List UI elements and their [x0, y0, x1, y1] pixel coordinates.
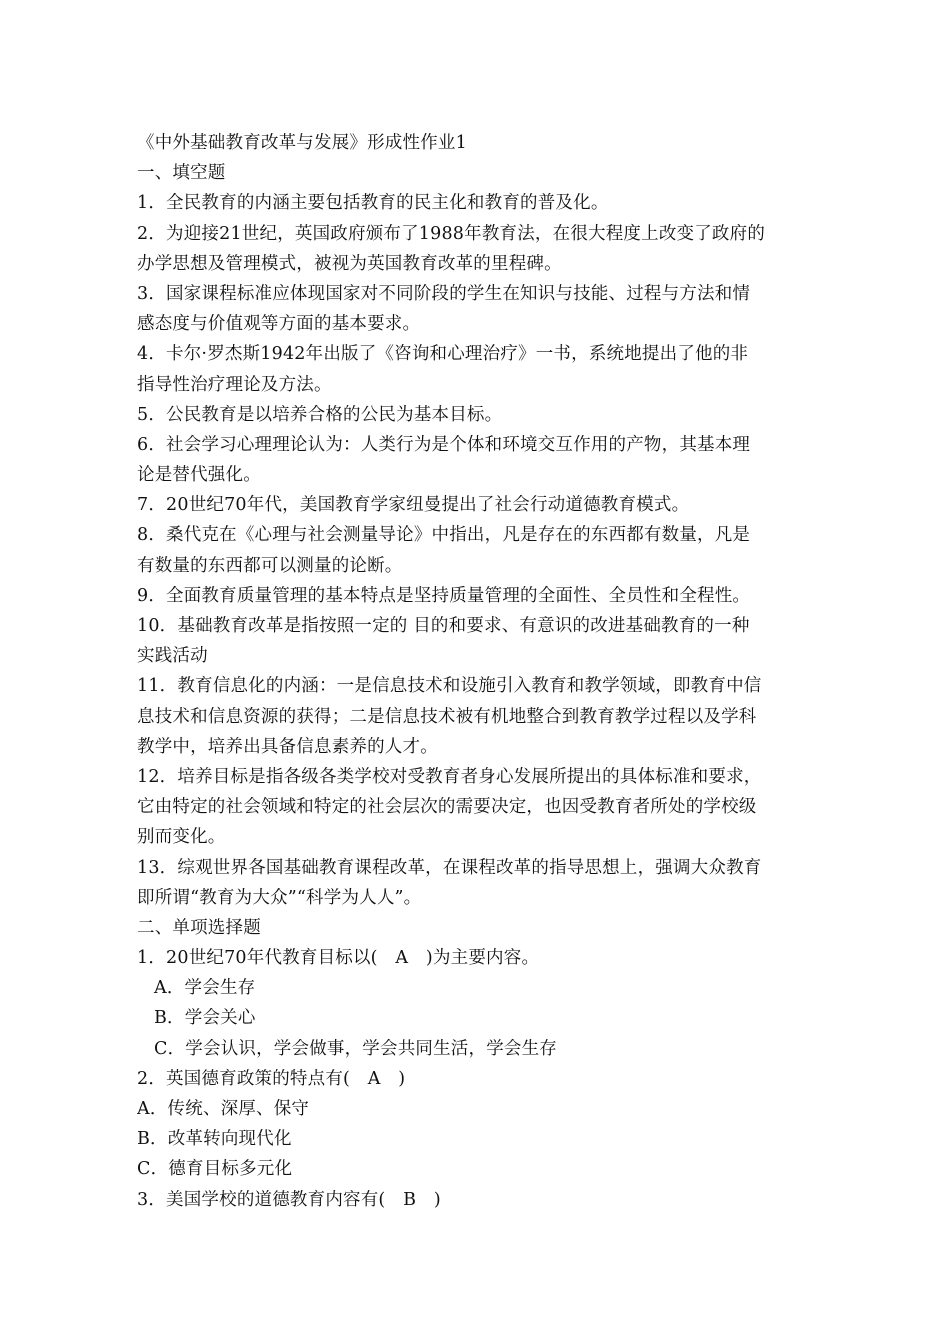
document-title: 《中外基础教育改革与发展》形成性作业1 — [137, 133, 467, 153]
text-line: B．学会关心 — [154, 1008, 256, 1029]
text-line: A．传统、深厚、保守 — [137, 1099, 310, 1119]
text-line: 论是替代强化。 — [137, 465, 261, 486]
text-line: 一、填空题 — [137, 163, 226, 184]
text-line: 13．综观世界各国基础教育课程改革，在课程改革的指导思想上，强调大众教育 — [137, 857, 762, 878]
text-line: 2．英国德育政策的特点有( A ) — [137, 1068, 406, 1089]
text-line: 办学思想及管理模式，被视为英国教育改革的里程碑。 — [137, 253, 562, 274]
document-page — [137, 128, 817, 1215]
text-line: A．学会生存 — [154, 978, 256, 999]
text-line: 二、单项选择题 — [137, 917, 261, 938]
text-line: 1．全民教育的内涵主要包括教育的民主化和教育的普及化。 — [137, 193, 609, 214]
text-line: 5．公民教育是以培养合格的公民为基本目标。 — [137, 404, 503, 425]
text-line: 9．全面教育质量管理的基本特点是坚持质量管理的全面性、全员性和全程性。 — [137, 585, 751, 606]
text-line: 6．社会学习心理理论认为：人类行为是个体和环境交互作用的产物，其基本理 — [137, 434, 751, 455]
text-line: 2．为迎接21世纪，英国政府颁布了1988年教育法，在很大程度上改变了政府的 — [137, 223, 766, 244]
text-line: 12．培养目标是指各级各类学校对受教育者身心发展所提出的具体标准和要求， — [137, 766, 762, 787]
text-line: 指导性治疗理论及方法。 — [137, 374, 332, 395]
text-line: 感态度与价值观等方面的基本要求。 — [137, 314, 421, 335]
text-line: 它由特定的社会领域和特定的社会层次的需要决定，也因受教育者所处的学校级 — [137, 797, 757, 818]
text-line: C．学会认识，学会做事，学会共同生活，学会生存 — [154, 1038, 557, 1059]
text-line: 7．20世纪70年代，美国教育学家纽曼提出了社会行动道德教育模式。 — [137, 495, 690, 516]
text-line: 4．卡尔·罗杰斯1942年出版了《咨询和心理治疗》一书，系统地提出了他的非 — [137, 344, 749, 365]
text-line: 实践活动 — [137, 646, 208, 667]
text-line: 有数量的东西都可以测量的论断。 — [137, 555, 403, 576]
text-line: B．改革转向现代化 — [137, 1129, 292, 1150]
text-line: 息技术和信息资源的获得；二是信息技术被有机地整合到教育教学过程以及学科 — [137, 706, 757, 727]
text-line: 别而变化。 — [137, 827, 226, 848]
text-line: 教学中，培养出具备信息素养的人才。 — [137, 736, 438, 757]
text-line: C．德育目标多元化 — [137, 1159, 293, 1180]
text-line: 3．美国学校的道德教育内容有( B ) — [137, 1189, 441, 1210]
text-line: 8．桑代克在《心理与社会测量导论》中指出，凡是存在的东西都有数量，凡是 — [137, 525, 751, 546]
text-line: 即所谓“教育为大众”“科学为人人”。 — [137, 887, 422, 908]
text-line: 10．基础教育改革是指按照一定的 目的和要求、有意识的改进基础教育的一种 — [137, 616, 750, 636]
text-line: 3．国家课程标准应体现国家对不同阶段的学生在知识与技能、过程与方法和情 — [137, 283, 751, 304]
text-line: 11．教育信息化的内涵：一是信息技术和设施引入教育和教学领域，即教育中信 — [137, 676, 762, 697]
text-line: 1．20世纪70年代教育目标以( A )为主要内容。 — [137, 948, 540, 969]
